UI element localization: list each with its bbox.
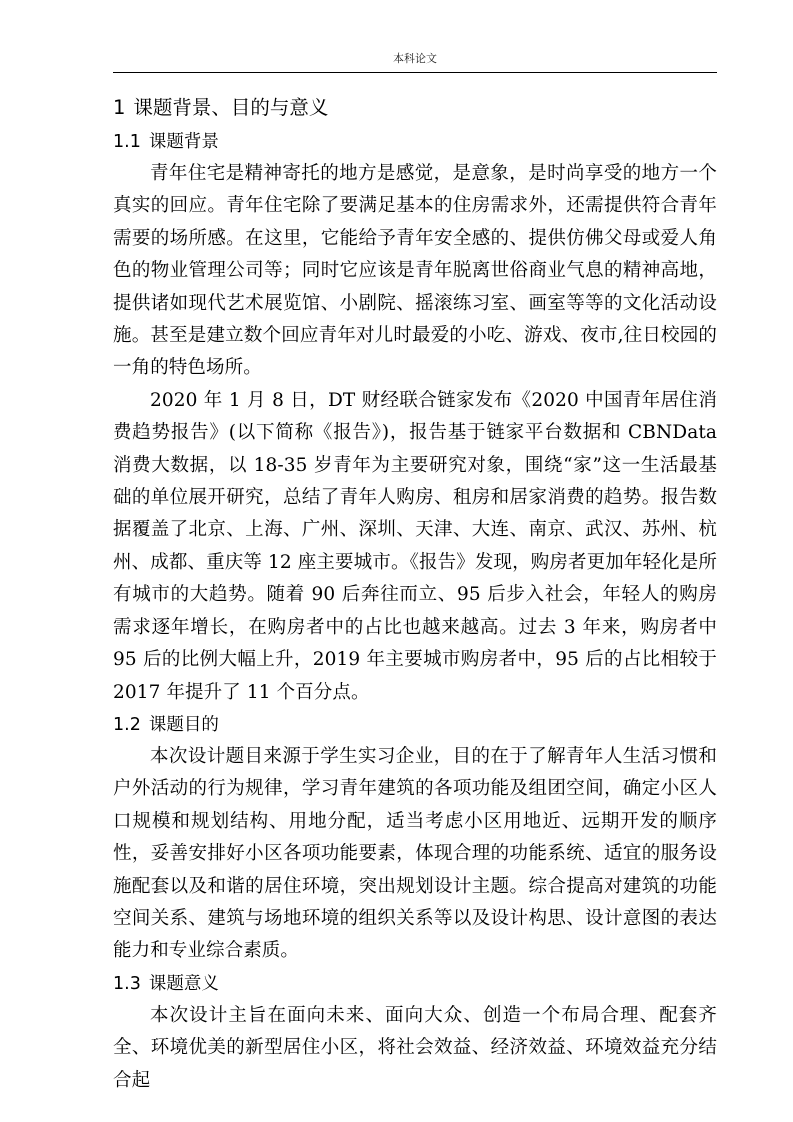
page-header: 本科论文 [393, 52, 437, 65]
header-rule [113, 72, 717, 73]
section-number: 1.2 [113, 714, 141, 735]
section-heading [113, 126, 717, 158]
chapter-title: 课题背景、目的与意义 [133, 96, 329, 119]
section-heading [113, 709, 717, 741]
section-number: 1.3 [113, 973, 141, 994]
section-title: 课题背景 [148, 132, 219, 152]
paragraph: 青年住宅是精神寄托的地方是感觉，是意象，是时尚享受的地方一个真实的回应。青年住宅除了要满足基本的住房需求外，还需提供符合青年需要的场所感。在这里，它能给予青年安全感的、提供仿佛父母或爱人角色的物业管理公司等；同时它应该是青年脱离世俗商业气息的精神高地，提供诸如现代艺术展览馆、小剧院、摇滚练习室、画室等等的文化活动设施。甚至是建立数个回应青年对儿时最爱的小吃、游戏、夜市,往日校园的一角的特色场所。 [113, 163, 717, 379]
paragraph: 本次设计主旨在面向未来、面向大众、创造一个布局合理、配套齐全、环境优美的新型居住小区，将社会效益、经济效益、环境效益充分结合起 [113, 1004, 717, 1091]
section-title: 课题意义 [148, 973, 219, 994]
chapter-number: 1 [113, 96, 126, 119]
section-number: 1.1 [113, 132, 141, 152]
section-heading [113, 968, 717, 1000]
paragraph: 2020 年 1 月 8 日，DT 财经联合链家发布《2020 中国青年居住消费趋势报告》(以下简称《报告》)，报告基于链家平台数据和 CBNData 消费大数据，以 18-35 岁青年为主要研究对象，围绕“家”这一生活最基础的单位展开研究，总结了青年人购房、租房和居家消费的趋势。报告数据覆盖了北京、上海、广州、深圳、天津、大连、南京、武汉、苏州、杭州、成都、重庆等 12 座主要城市。《报告》发现，购房者更加年轻化是所有城市的大趋势。随着 90 后奔往而立、95 后步入社会，年轻人的购房需求逐年增长，在购房者中的占比也越来越高。过去 3 年来，购房者中 95 后的比例大幅上升，2019 年主要城市购房者中，95 后的占比相较于 2017 年提升了 11 个百分点。 [113, 389, 717, 703]
section-title: 课题目的 [148, 714, 219, 735]
paragraph: 本次设计题目来源于学生实习企业，目的在于了解青年人生活习惯和户外活动的行为规律，学习青年建筑的各项功能及组团空间，确定小区人口规模和规划结构、用地分配，适当考虑小区用地近、远期开发的顺序性，妥善安排好小区各项功能要素，体现合理的功能系统、适宜的服务设施配套以及和谐的居住环境，突出规划设计主题。综合提高对建筑的功能空间关系、建筑与场地环境的组织关系等以及设计构思、设计意图的表达能力和专业综合素质。 [113, 745, 717, 962]
page-body [113, 90, 717, 1097]
chapter-heading [113, 90, 717, 126]
